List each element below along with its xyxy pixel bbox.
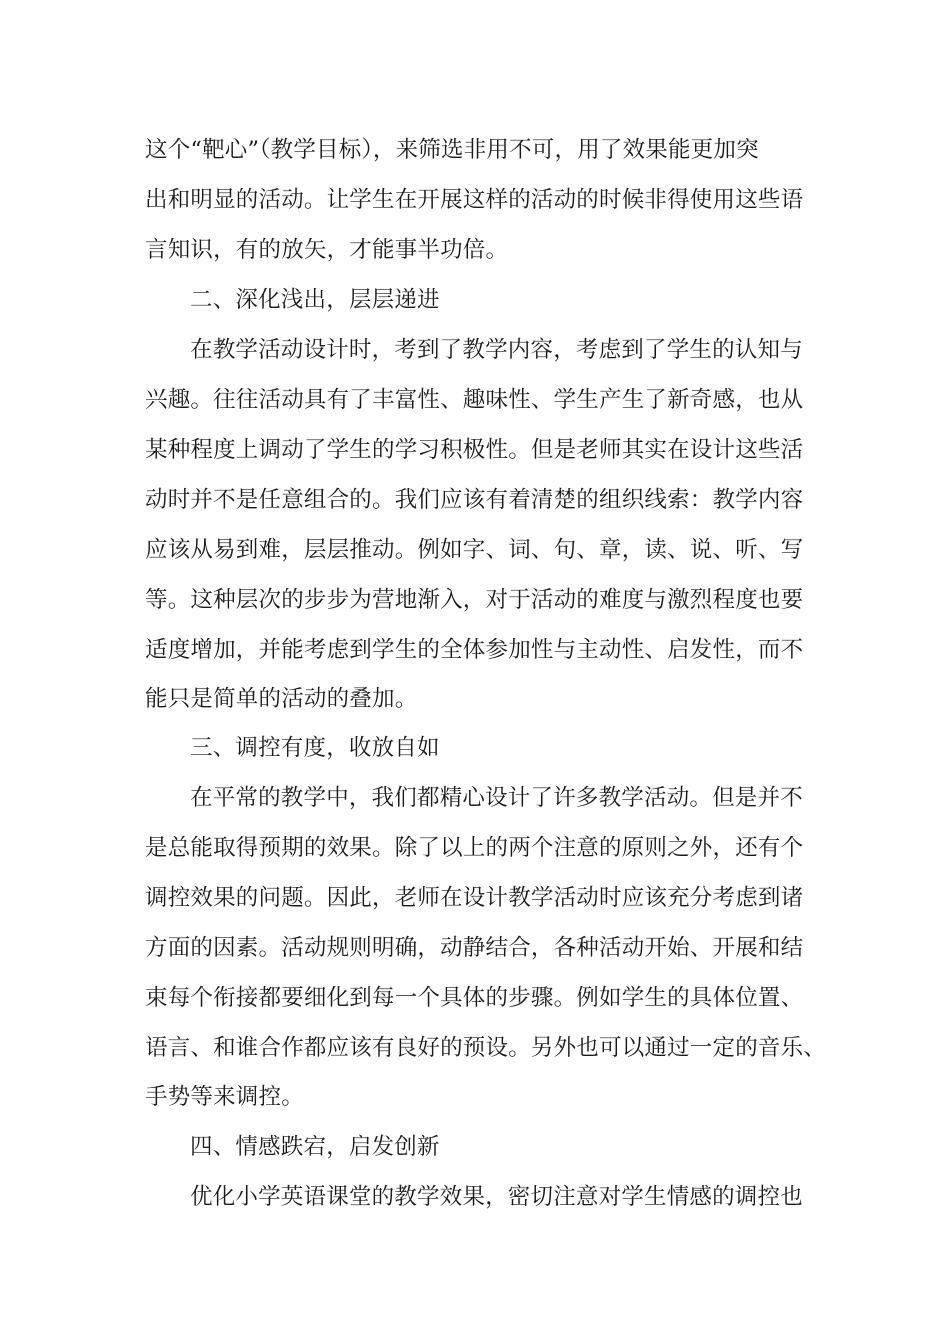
paragraph-line: 动时并不是任意组合的。我们应该有着清楚的组织线索：教学内容 (145, 487, 804, 513)
paragraph-line: 应该从易到难，层层推动。例如字、词、句、章，读、说、听、写 (145, 537, 804, 563)
paragraph-line: 某种程度上调动了学生的学习积极性。但是老师其实在设计这些活 (145, 437, 804, 463)
section-heading-4: 四、情感跌宕，启发创新 (190, 1134, 440, 1160)
paragraph-line: 方面的因素。活动规则明确，动静结合，各种活动开始、开展和结 (145, 935, 804, 961)
paragraph-line: 语言、和谁合作都应该有良好的预设。另外也可以通过一定的音乐、 (145, 1035, 827, 1061)
section-heading-2: 二、深化浅出，层层递进 (190, 287, 440, 313)
paragraph-line: 在教学活动设计时，考到了教学内容，考虑到了学生的认知与 (190, 337, 803, 363)
paragraph-line: 适度增加，并能考虑到学生的全体参加性与主动性、启发性，而不 (145, 637, 804, 663)
paragraph-line: 出和明显的活动。让学生在开展这样的活动的时候非得使用这些语 (145, 187, 804, 213)
paragraph-line: 这个“靶心”（教学目标），来筛选非用不可，用了效果能更加突 (145, 137, 759, 163)
paragraph-line: 在平常的教学中，我们都精心设计了许多教学活动。但是并不 (190, 785, 803, 811)
paragraph-line: 手势等来调控。 (145, 1084, 304, 1110)
section-heading-3: 三、调控有度，收放自如 (190, 735, 440, 761)
paragraph-line: 能只是简单的活动的叠加。 (145, 686, 418, 712)
paragraph-line: 兴趣。往往活动具有了丰富性、趣味性、学生产生了新奇感，也从 (145, 387, 804, 413)
paragraph-line: 调控效果的问题。因此，老师在设计教学活动时应该充分考虑到诸 (145, 885, 804, 911)
paragraph-line: 是总能取得预期的效果。除了以上的两个注意的原则之外，还有个 (145, 835, 804, 861)
paragraph-line: 优化小学英语课堂的教学效果，密切注意对学生情感的调控也 (190, 1184, 803, 1210)
paragraph-line: 束每个衔接都要细化到每一个具体的步骤。例如学生的具体位置、 (145, 985, 804, 1011)
paragraph-line: 言知识，有的放矢，才能事半功倍。 (145, 237, 509, 263)
paragraph-line: 等。这种层次的步步为营地渐入，对于活动的难度与激烈程度也要 (145, 587, 804, 613)
